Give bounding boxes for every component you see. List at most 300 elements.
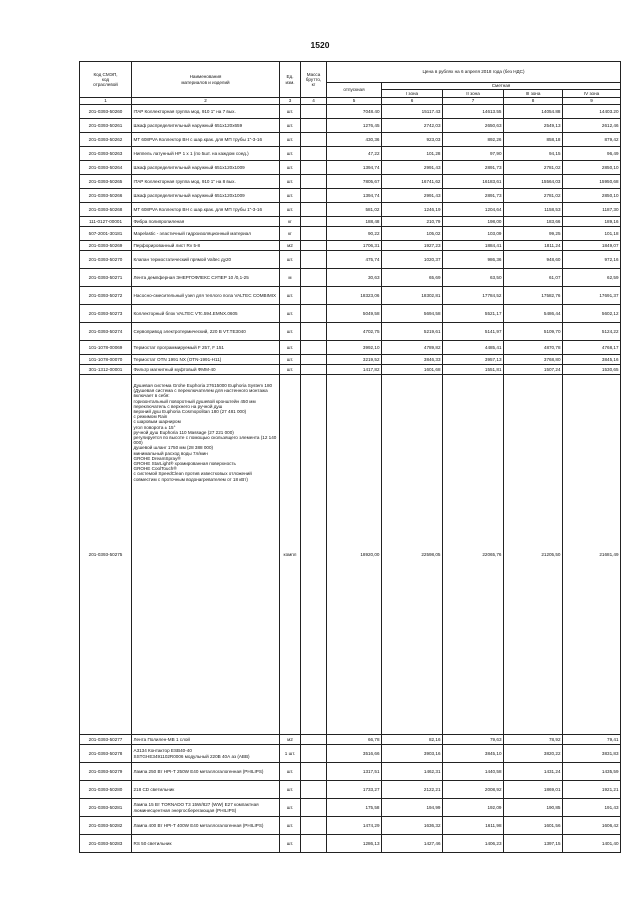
price-zone4: 3831,83 [563,745,621,763]
material-name: Лента демпферная ЭНЕРГОФЛЕКС СУПЕР 10 /0,1-25 [132,269,280,287]
material-name: Клапан термостатический прямой Valtec ду20 [132,251,280,269]
price-zone4: 2850,10 [563,161,621,175]
zone2-header [443,90,504,98]
table-row [80,147,621,161]
table-row [80,241,621,251]
column-index-row [80,98,621,105]
price-zone1: 105,02 [382,227,443,241]
table-row [80,251,621,269]
price-zone4: 1401,40 [563,835,621,853]
price-zone1: 82,16 [382,735,443,745]
price-zone1: 22598,05 [382,375,443,735]
material-name: Фибра полипропиленая [132,217,280,227]
unit: 1 шт. [280,745,301,763]
unit: шт. [280,817,301,835]
unit: кг [280,227,301,241]
column-index: 1 [80,98,132,105]
table-row [80,323,621,341]
price-retail: 18323,06 [327,287,382,305]
column-index: 5 [327,98,382,105]
col-mass-header [301,62,327,98]
mass [301,365,327,375]
material-name: Ниппель латунный НР 1 x 1 (по 5шт. на каждом соед.) [132,147,280,161]
unit: кг [280,217,301,227]
price-zone2: 22065,76 [443,375,504,735]
code: 201-0393-50274 [80,323,132,341]
code: 201-0393-50272 [80,287,132,305]
price-zone3: 21205,50 [504,375,563,735]
price-zone1: 3903,16 [382,745,443,763]
material-name: Фильтр магнитный муфтовый ФММ-40 [132,365,280,375]
price-zone3: 14054.88 [504,105,563,119]
code: 201-0393-50266 [80,189,132,203]
material-name: MT 608PVA Коллектор ВН с шар.крак. для МП трубы 1"-3-16 [132,203,280,217]
price-zone3: 1811,24 [504,241,563,251]
table-row [80,119,621,133]
price-zone4: 101,18 [563,227,621,241]
price-zone2: 192,09 [443,799,504,817]
price-zone2: 2891,73 [443,161,504,175]
price-retail: 4702,75 [327,323,382,341]
code: 201-0393-50283 [80,835,132,853]
unit: шт. [280,175,301,189]
table-row [80,227,621,241]
col-name-header [132,62,280,98]
estimate-header [382,83,621,90]
price-zone4: 3845,16 [563,355,621,365]
price-zone1: 3846,33 [382,355,443,365]
mass [301,745,327,763]
price-zone3: 1158,53 [504,203,563,217]
mass [301,835,327,853]
table-row [80,175,621,189]
table-row [80,799,621,817]
price-zone2: 103,09 [443,227,504,241]
material-name: A3134 Контактор ESB40-40 SSTGHE3491102R0006 модульный 220В 40А аз (ABB) [132,745,280,763]
estimate-label: Сметная [491,83,511,89]
price-zone1: 5694,58 [382,305,443,323]
price-zone3: 190,85 [504,799,563,817]
table-row [80,375,621,735]
unit: шт. [280,781,301,799]
mass [301,799,327,817]
price-zone2: 198,00 [443,217,504,227]
code: 201-0393-50281 [80,799,132,817]
column-index: 9 [563,98,621,105]
table-row [80,269,621,287]
price-zone3: 2781,02 [504,189,563,203]
mass [301,375,327,735]
price-retail: 3516,66 [327,745,382,763]
zone3-header [504,90,563,98]
material-name: Лента Полилен-МВ 1 слой [132,735,280,745]
price-zone3: 3820,22 [504,745,563,763]
mass [301,269,327,287]
unit: шт. [280,161,301,175]
price-zone3: 948,60 [504,251,563,269]
mass [301,203,327,217]
code: 201-0393-50260 [80,105,132,119]
unit: шт. [280,835,301,853]
table-row [80,341,621,355]
table-row [80,287,621,305]
mass [301,251,327,269]
price-retail: 1394,74 [327,189,382,203]
price-zone2: 63,50 [443,269,504,287]
material-name: Лампа 15 Вт TORNADO T3 15W/827 (WW) E27 компактная люминесцентная энергосберегающая (PHILIPS) [132,799,280,817]
col-mass-label: Масса брутто, кг [305,71,322,88]
material-name: Шкаф распределительный наружный 651x120x1009 [132,161,280,175]
price-zone4: 1606,42 [563,817,621,835]
unit: шт. [280,133,301,147]
col-unit-label: Ед. изм. [285,74,295,85]
price-retail: 66,78 [327,735,382,745]
price-zone3: 1869,01 [504,781,563,799]
price-zone1: 65,69 [382,269,443,287]
price-retail: 1474,29 [327,817,382,835]
price-zone3: 99,25 [504,227,563,241]
table-row [80,355,621,365]
price-zone1: 1427,46 [382,835,443,853]
unit: шт. [280,203,301,217]
price-retail: 1276,45 [327,119,382,133]
material-name: Термостат программируемый F 257, F 151 [132,341,280,355]
price-zone1: 1927,23 [382,241,443,251]
material-name: RS 50 светильник [132,835,280,853]
price-zone2: 1551,81 [443,365,504,375]
price-zone4: 1187,30 [563,203,621,217]
mass [301,105,327,119]
table-row [80,105,621,119]
price-zone2: 4485,41 [443,341,504,355]
table-row [80,735,621,745]
table-row [80,365,621,375]
code: 101-1078-00070 [80,355,132,365]
price-retail: 188,48 [327,217,382,227]
price-retail: 30,63 [327,269,382,287]
price-retail: 1706,31 [327,241,382,251]
price-zone4: 1435,59 [563,763,621,781]
code: 201-0393-50262 [80,133,132,147]
price-zone3: 61,07 [504,269,563,287]
price-zone2: 79,63 [443,735,504,745]
price-zone2: 5141,97 [443,323,504,341]
unit: шт. [280,763,301,781]
mass [301,355,327,365]
price-zone1: 923,03 [382,133,443,147]
unit: шт. [280,251,301,269]
code: 201-0393-50278 [80,745,132,763]
unit: шт. [280,305,301,323]
code: 301-1312-00001 [80,365,132,375]
code: 201-0393-50270 [80,251,132,269]
column-index: 8 [504,98,563,105]
unit: шт. [280,287,301,305]
material-name: Сервопривод электротермический, 220 В VT.TE3040 [132,323,280,341]
table-row [80,133,621,147]
zone1-label: I зона [405,90,419,96]
price-zone2: 2008,92 [443,781,504,799]
price-zone1: 1020,37 [382,251,443,269]
price-zone2: 1406,23 [443,835,504,853]
price-zone4: 189,16 [563,217,621,227]
price-zone3: 78,92 [504,735,563,745]
price-retail: 3219,52 [327,355,382,365]
code: 201-0393-50271 [80,269,132,287]
price-retail: 90,22 [327,227,382,241]
price-retail: 7048.40 [327,105,382,119]
price-zone1: 15117.43 [382,105,443,119]
zone2-label: II зона [466,90,480,96]
price-zone2: 986,36 [443,251,504,269]
price-retail: 475,74 [327,251,382,269]
unit: шт. [280,119,301,133]
price-zone1: 1462,31 [382,763,443,781]
mass [301,241,327,251]
price-retail: 581,02 [327,203,382,217]
code: 201-0393-50261 [80,119,132,133]
code: 101-1078-00069 [80,341,132,355]
mass [301,781,327,799]
price-zone2: 2650,63 [443,119,504,133]
unit: шт. [280,323,301,341]
price-retail: 47,22 [327,147,382,161]
code: 201-0393-50269 [80,241,132,251]
column-index: 3 [280,98,301,105]
material-name: Термостат OTN 1991 NX (OTN-1991-H11) [132,355,280,365]
mass [301,305,327,323]
price-zone4: 17691,37 [563,287,621,305]
table-row [80,835,621,853]
unit: шт. [280,189,301,203]
price-zone2: 1611,98 [443,817,504,835]
material-name: Перфорированный лист Rv 5-8 [132,241,280,251]
unit: м [280,269,301,287]
unit: шт. [280,799,301,817]
price-group-label: Цена в рублях на 6 апреля 2018 года (без НДС) [422,69,525,75]
zone1-header [382,90,443,98]
price-zone1: 2991,43 [382,161,443,175]
price-zone3: 1601,56 [504,817,563,835]
unit: компл [280,375,301,735]
col-code-label: Код СМЭП, код отраслевой [93,71,118,88]
zone4-label: IV зона [583,90,600,96]
zone4-header [563,90,621,98]
price-zone2: 3845,10 [443,745,504,763]
price-zone4: 191,43 [563,799,621,817]
table-row [80,161,621,175]
code: 201-0393-50264 [80,161,132,175]
material-name: ITAP Коллекторная группа мод. 910 1" на 8 вых. [132,175,280,189]
price-zone1: 1601,68 [382,365,443,375]
price-zone2: 5521,17 [443,305,504,323]
material-name: Коллекторный блок VALTEC VTc.594.EMNX.0605 [132,305,280,323]
page-number: 1520 [310,40,330,50]
price-zone1: 101,28 [382,147,443,161]
price-zone3: 183,66 [504,217,563,227]
material-name: ITAP Коллекторная группа мод. 910 1" на 7 вых. [132,105,280,119]
price-zone3: 2549,13 [504,119,563,133]
mass [301,189,327,203]
price-zone1: 2122,21 [382,781,443,799]
unit: шт. [280,365,301,375]
table-row [80,763,621,781]
mass [301,763,327,781]
price-zone3: 1431,24 [504,763,563,781]
material-name: Насосно-смесительный узел для теплого пола VALTEC COMBIMIX [132,287,280,305]
unit: шт. [280,105,301,119]
table-row [80,781,621,799]
material-name: 218 CD светильник [132,781,280,799]
mass [301,227,327,241]
price-retail: 1317,51 [327,763,382,781]
table-row [80,305,621,323]
price-zone4: 79,41 [563,735,621,745]
price-retail: 7805,67 [327,175,382,189]
mass [301,217,327,227]
price-zone1: 4789,82 [382,341,443,355]
price-zone2: 1440,58 [443,763,504,781]
code: 201-0393-50263 [80,147,132,161]
price-zone4: 2850,10 [563,189,621,203]
mass [301,323,327,341]
column-index: 6 [382,98,443,105]
material-name: Шкаф распределительный наружный 651x120x1009 [132,189,280,203]
price-retail: 1733,27 [327,781,382,799]
table-row [80,745,621,763]
price-retail: 175,58 [327,799,382,817]
price-zone3: 3768,80 [504,355,563,365]
code: 201-0393-50275 [80,375,132,735]
material-name: Лампа 400 Вт HPI-T 400W E40 металлогалогенная (PHILIPS) [132,817,280,835]
code: 201-0393-50277 [80,735,132,745]
col-name-label: Наименования материалов и изделий [181,74,230,85]
price-zone3: 5109,70 [504,323,563,341]
unit: м2 [280,735,301,745]
zone3-label: III зона [525,90,541,96]
price-table-body [80,105,621,853]
mass [301,817,327,835]
col-unit-header [280,62,301,98]
unit: шт. [280,147,301,161]
price-zone2: 2891,73 [443,189,504,203]
unit: шт. [280,355,301,365]
code: 201-0393-50279 [80,763,132,781]
price-zone1: 18302,81 [382,287,443,305]
column-index: 2 [132,98,280,105]
code: 201-0393-50282 [80,817,132,835]
code: 201-0393-50273 [80,305,132,323]
material-name: Лампа 250 Вт HPI-T 250W E40 металлогалогенная (PHILIPS) [132,763,280,781]
price-zone4: 972,16 [563,251,621,269]
price-retail: 5049,58 [327,305,382,323]
price-zone2: 97,90 [443,147,504,161]
price-retail: 1286,13 [327,835,382,853]
col-retail-label: отпускная [343,87,365,93]
price-zone4: 1530,65 [563,365,621,375]
table-row [80,217,621,227]
price-zone4: 62,59 [563,269,621,287]
mass [301,133,327,147]
price-zone3: 858,18 [504,133,563,147]
code: 201-0393-50265 [80,175,132,189]
price-zone4: 5124,22 [563,323,621,341]
price-zone4: 15950,68 [563,175,621,189]
price-zone3: 2781,02 [504,161,563,175]
price-zone2: 16183,61 [443,175,504,189]
table-row [80,817,621,835]
mass [301,341,327,355]
price-table [79,61,621,853]
code: 111-0127-00001 [80,217,132,227]
price-retail: 1417,82 [327,365,382,375]
price-zone4: 4768,17 [563,341,621,355]
price-zone1: 2742,03 [382,119,443,133]
price-zone3: 17582,76 [504,287,563,305]
price-zone2: 17784,52 [443,287,504,305]
mass [301,175,327,189]
price-zone1: 2991,43 [382,189,443,203]
price-zone4: 1849,07 [563,241,621,251]
mass [301,735,327,745]
code: 201-0393-50268 [80,203,132,217]
price-retail: 430,36 [327,133,382,147]
material-name: Mapelastic - эластичный гидроизоляционный материал [132,227,280,241]
material-name: MT 608PVA Коллектор ВН с шар.крак. для МП трубы 1"-3-16 [132,133,280,147]
price-zone3: 1507,24 [504,365,563,375]
price-zone3: 1397,15 [504,835,563,853]
col-retail-header [327,83,382,98]
mass [301,147,327,161]
price-zone2: 1204,64 [443,203,504,217]
price-group-header [327,62,621,83]
mass [301,119,327,133]
code: 507-2001-30181 [80,227,132,241]
price-zone4: 21681,49 [563,375,621,735]
price-zone2: 3957,13 [443,355,504,365]
price-zone4: 96,49 [563,147,621,161]
price-zone2: 14613.55 [443,105,504,119]
unit: м2 [280,241,301,251]
price-zone2: 1884,41 [443,241,504,251]
price-retail: 1394,74 [327,161,382,175]
table-row [80,203,621,217]
price-zone4: 1921,21 [563,781,621,799]
price-zone1: 1246,19 [382,203,443,217]
price-zone2: 892,26 [443,133,504,147]
material-name: Душевая система Grohe Euphoria 27615000 Euphoria System 180 (Душевая система с переключателем для настенного монтажа включает в себя: горизонтальный поворотный душевой кронштейн 450 мм переключатель с верхнего на ручной душ верхний душ Euphoria Cosmopolitan 180 (27 481 000) с режимом Rain с шаровым шарниром угол поворота ± 15° ручной душ Euphoria 110 Massage (27 221 000) регулируется по высоте с помощью скользящего элемента (12 140 000) душевой шланг 1750 мм (28 388 000) минимальный расход воды 7л/мин GROHE DreamSpray® GROHE StarLight® хромированная поверхность GROHE CoolTouch® с системой SpeedClean против известковых отложений совместим с проточным водонагревателем от 18 кВт) [132,375,280,735]
price-zone1: 16741,62 [382,175,443,189]
price-retail: 18920,00 [327,375,382,735]
code: 201-0393-50280 [80,781,132,799]
material-name: Шкаф распределительный наружный 651x120x659 [132,119,280,133]
price-zone1: 5219,61 [382,323,443,341]
column-index: 4 [301,98,327,105]
table-row [80,189,621,203]
price-zone4: 14403.20 [563,105,621,119]
price-zone1: 194,99 [382,799,443,817]
price-zone3: 4870,78 [504,341,563,355]
column-index: 7 [443,98,504,105]
price-zone3: 15564,03 [504,175,563,189]
price-zone3: 5486,44 [504,305,563,323]
price-zone4: 2612,46 [563,119,621,133]
price-zone1: 210,79 [382,217,443,227]
price-zone4: 5602,12 [563,305,621,323]
mass [301,287,327,305]
price-zone3: 94,15 [504,147,563,161]
price-zone1: 1636,32 [382,817,443,835]
